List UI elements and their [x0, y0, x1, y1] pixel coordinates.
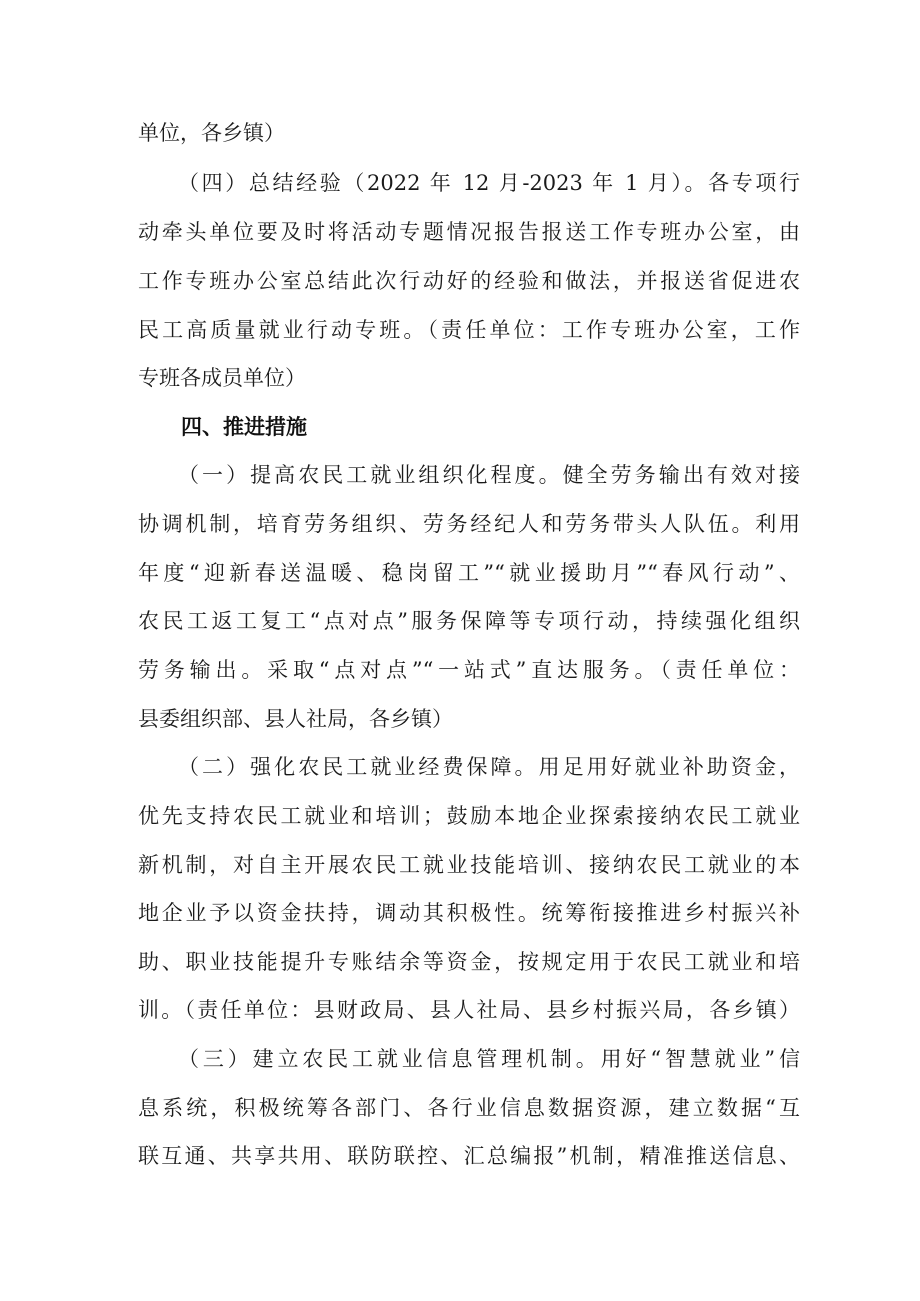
measure-1-line: 协调机制，培育劳务组织、劳务经纪人和劳务带头人队伍。利用	[138, 512, 800, 536]
measure-2-line: 助、职业技能提升专账结余等资金，按规定用于农民工就业和培	[138, 950, 800, 974]
summary-paragraph-line: 民工高质量就业行动专班。（责任单位：工作专班办公室，工作	[138, 318, 800, 342]
paragraph-continuation-line: 单位，各乡镇）	[138, 121, 285, 145]
measure-1-line: 年度“迎新春送温暖、稳岗留工”“就业援助月”“春风行动”、	[138, 561, 800, 585]
measure-1-line: 劳务输出。采取“点对点”“一站式”直达服务。（责任单位：	[138, 658, 800, 682]
summary-paragraph-line: 动牵头单位要及时将活动专题情况报告报送工作专班办公室，由	[138, 220, 800, 244]
summary-paragraph-line: 工作专班办公室总结此次行动好的经验和做法，并报送省促进农	[138, 269, 800, 293]
measure-3-line: （三）建立农民工就业信息管理机制。用好“智慧就业”信	[178, 1047, 800, 1071]
measure-3-line: 联互通、共享共用、联防联控、汇总编报”机制，精准推送信息、	[138, 1144, 800, 1168]
summary-paragraph-line: （四）总结经验（2022 年 12 月-2023 年 1 月）。各专项行	[178, 171, 800, 195]
measure-2-line: 地企业予以资金扶持，调动其积极性。统筹衔接推进乡村振兴补	[138, 901, 800, 925]
section-heading: 四、推进措施	[181, 415, 307, 439]
measure-1-line: （一）提高农民工就业组织化程度。健全劳务输出有效对接	[178, 463, 800, 487]
measure-2-line: 新机制，对自主开展农民工就业技能培训、接纳农民工就业的本	[138, 853, 800, 877]
measure-2-line: （二）强化农民工就业经费保障。用足用好就业补助资金，	[178, 755, 800, 779]
measure-1-line: 农民工返工复工“点对点”服务保障等专项行动，持续强化组织	[138, 609, 800, 633]
measure-3-line: 息系统，积极统筹各部门、各行业信息数据资源，建立数据“互	[138, 1096, 800, 1120]
measure-2-line: 优先支持农民工就业和培训；鼓励本地企业探索接纳农民工就业	[138, 804, 800, 828]
measure-1-line: 县委组织部、县人社局，各乡镇）	[138, 707, 453, 731]
measure-2-line: 训。（责任单位：县财政局、县人社局、县乡村振兴局，各乡镇）	[138, 998, 800, 1022]
summary-paragraph-line: 专班各成员单位）	[138, 366, 306, 390]
